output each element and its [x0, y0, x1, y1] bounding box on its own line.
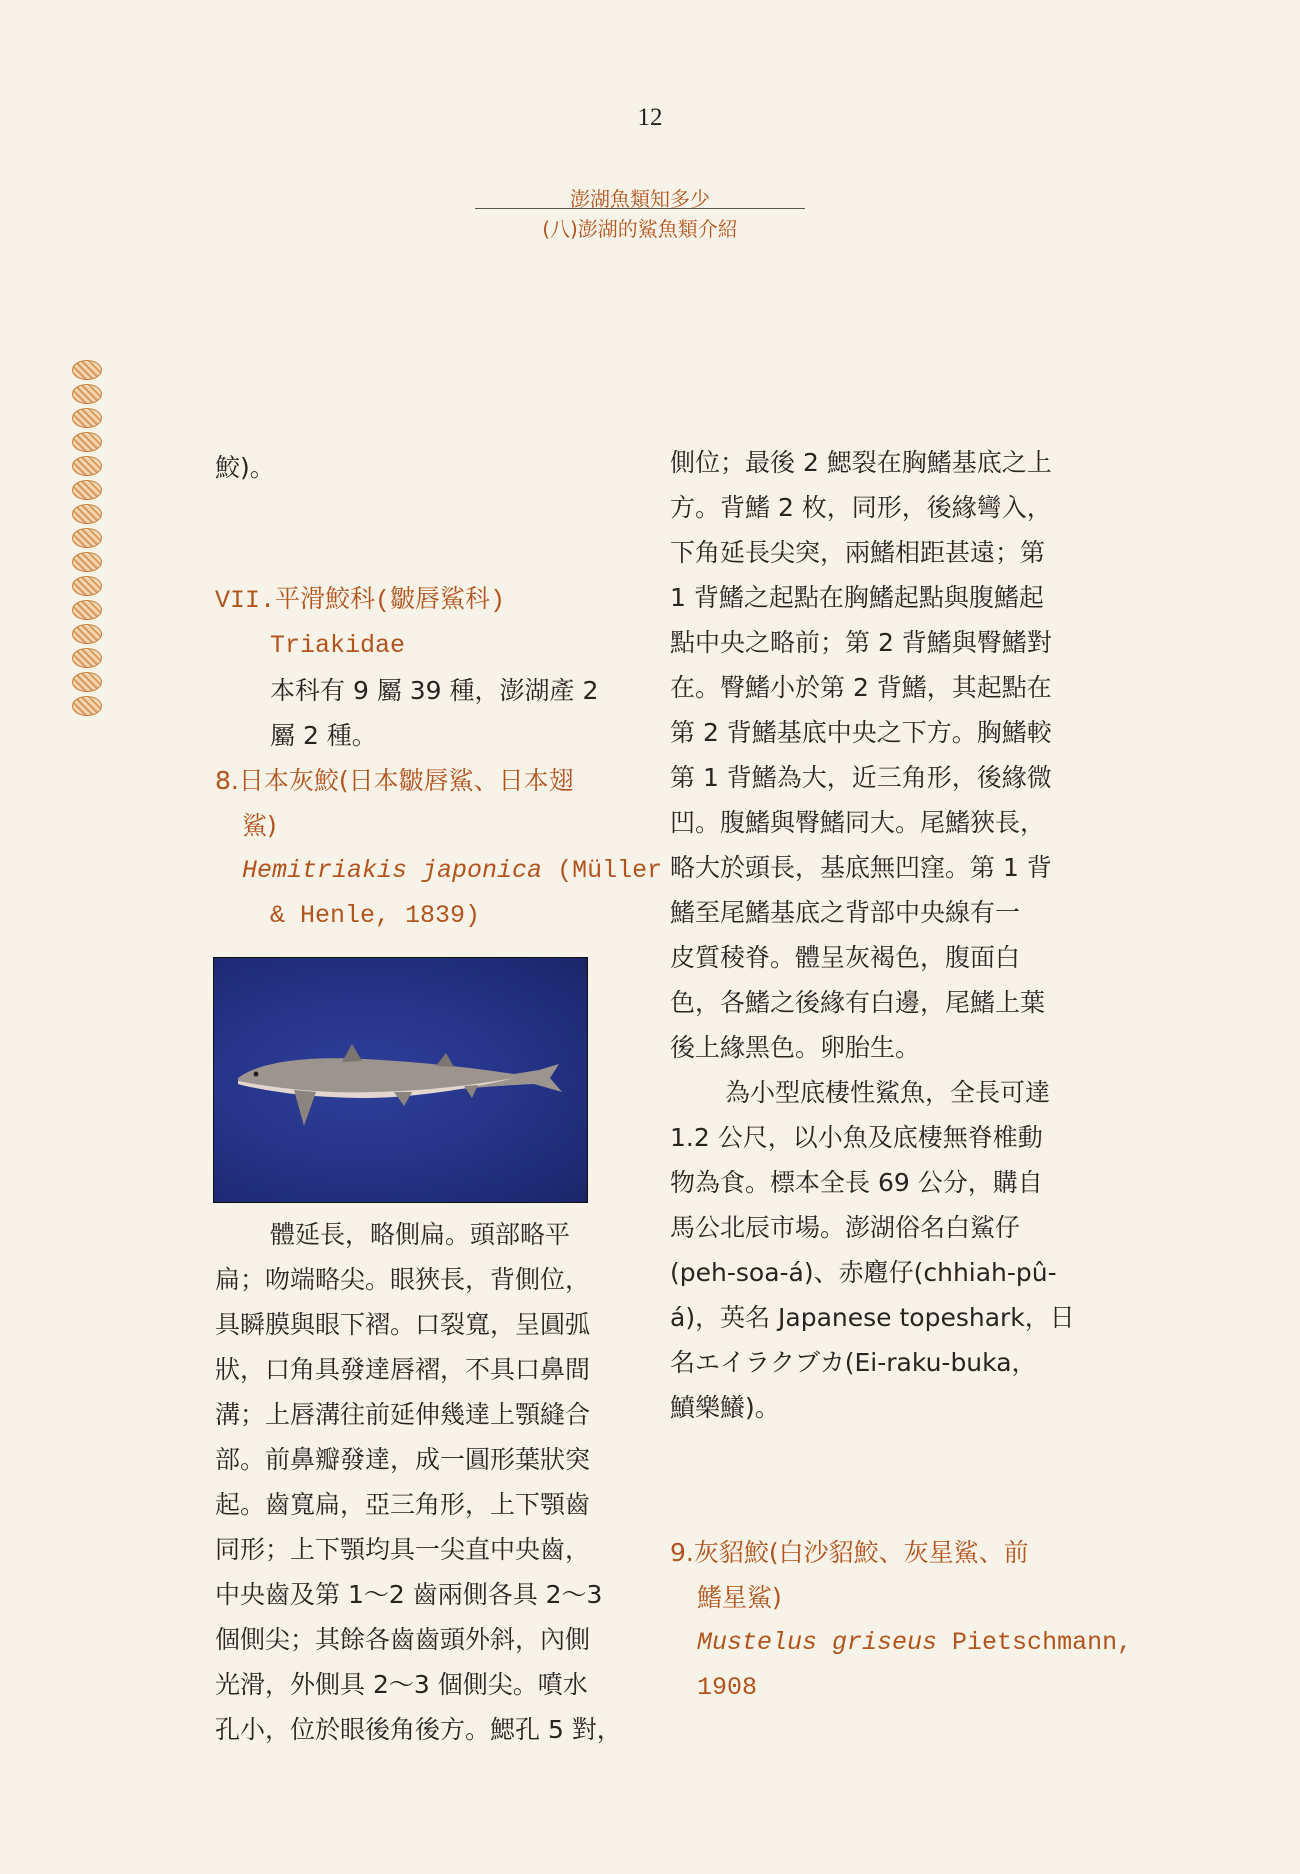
description-line: 體延長，略側扁。頭部略平: [270, 1220, 571, 1249]
description-right: [670, 440, 1085, 1430]
ornament-bead: [72, 600, 102, 620]
species-8-author-cont: & Henle, 1839): [270, 901, 481, 930]
ornament-bead: [72, 648, 102, 668]
decorative-border: [70, 360, 104, 720]
species-9-section: [670, 1530, 1133, 1710]
species-8-scientific-name: [215, 848, 663, 893]
description-line: 第 2 背鰭基底中央之下方。胸鰭較: [670, 718, 1052, 747]
ecology-line: 名エイラクブカ(Ei-raku-buka，: [670, 1348, 1037, 1377]
ornament-bead: [72, 624, 102, 644]
description-line: 同形；上下顎均具一尖直中央齒，: [215, 1535, 591, 1564]
running-header-title: 澎湖魚類知多少: [570, 187, 710, 211]
description-line: 鰭至尾鰭基底之背部中央線有一: [670, 898, 1021, 927]
description-line: 個側尖；其餘各齒齒頭外斜，內側: [215, 1625, 591, 1654]
description-line: 溝；上唇溝往前延伸幾達上顎縫合: [215, 1400, 591, 1429]
description-line: 光滑，外側具 2～3 個側尖。噴水: [215, 1670, 588, 1699]
family-description-line: 本科有 9 屬 39 種，澎湖產 2: [270, 676, 599, 705]
ecology-line: 1.2 公尺，以小魚及底棲無脊椎動: [670, 1123, 1043, 1152]
description-line: 後上緣黑色。卵胎生。: [670, 1033, 921, 1062]
description-line: 下角延長尖突，兩鰭相距甚遠；第: [670, 538, 1046, 567]
species-9-author-cont: 1908: [697, 1673, 758, 1702]
ecology-line: 物為食。標本全長 69 公分，購自: [670, 1168, 1043, 1197]
ornament-bead: [72, 360, 102, 380]
description-line: 第 1 背鰭為大，近三角形，後緣微: [670, 763, 1052, 792]
description-line: 扁；吻端略尖。眼狹長，背側位，: [215, 1265, 591, 1294]
ecology-line: 馬公北辰市場。澎湖俗名白鯊仔: [670, 1213, 1021, 1242]
description-line: 略大於頭長，基底無凹窪。第 1 背: [670, 853, 1052, 882]
ornament-bead: [72, 504, 102, 524]
description-line: 凹。腹鰭與臀鰭同大。尾鰭狹長，: [670, 808, 1046, 837]
description-line: 在。臀鰭小於第 2 背鰭，其起點在: [670, 673, 1052, 702]
description-line: 起。齒寬扁，亞三角形，上下顎齒: [215, 1490, 591, 1519]
description-line: 孔小，位於眼後角後方。鰓孔 5 對，: [215, 1715, 622, 1744]
species-9-title: 9.灰貂鮫(白沙貂鮫、灰星鯊、前: [670, 1538, 1029, 1567]
running-header-subtitle: (八)澎湖的鯊魚類介紹: [542, 217, 738, 241]
ornament-bead: [72, 480, 102, 500]
family-heading: VII.平滑鮫科(皺唇鯊科): [215, 586, 506, 615]
ecology-line: 鱝樂鱶)。: [670, 1393, 780, 1422]
species-8-title: 8.日本灰鮫(日本皺唇鯊、日本翅: [215, 766, 574, 795]
description-line: 方。背鰭 2 枚，同形，後緣彎入，: [670, 493, 1052, 522]
description-line: 皮質稜脊。體呈灰褐色，腹面白: [670, 943, 1021, 972]
left-column-intro: [215, 445, 620, 490]
ornament-bead: [72, 552, 102, 572]
family-description-line: 屬 2 種。: [270, 721, 377, 750]
ecology-line: á)，英名 Japanese topeshark，日: [670, 1303, 1075, 1332]
ecology-line: 為小型底棲性鯊魚，全長可達: [725, 1078, 1051, 1107]
description-line: 具瞬膜與眼下褶。口裂寬，呈圓弧: [215, 1310, 591, 1339]
species-9-title-cont: 鰭星鯊): [697, 1583, 782, 1612]
species-9-scientific-name: [670, 1620, 1133, 1665]
species-8-binomial: Hemitriakis japonica: [242, 856, 543, 885]
ornament-bead: [72, 576, 102, 596]
ornament-bead: [72, 408, 102, 428]
shark-photo: [213, 957, 588, 1203]
description-line: 點中央之略前；第 2 背鰭與臀鰭對: [670, 628, 1052, 657]
shark-illustration: [214, 958, 587, 1202]
ornament-bead: [72, 672, 102, 692]
species-8-title-cont: 鯊): [242, 811, 277, 840]
species-9-binomial: Mustelus griseus: [697, 1628, 938, 1657]
ornament-bead: [72, 432, 102, 452]
description-line: 1 背鰭之起點在胸鰭起點與腹鰭起: [670, 583, 1044, 612]
description-line: 側位；最後 2 鰓裂在胸鰭基底之上: [670, 448, 1052, 477]
description-line: 部。前鼻瓣發達，成一圓形葉狀突: [215, 1445, 591, 1474]
description-line: 中央齒及第 1～2 齒兩側各具 2～3: [215, 1580, 603, 1609]
family-section: [215, 578, 663, 938]
species-9-author: Pietschmann,: [937, 1628, 1133, 1657]
description-left: [215, 1212, 620, 1752]
species-8-author: (Müller: [542, 856, 663, 885]
description-line: 色，各鰭之後緣有白邊，尾鰭上葉: [670, 988, 1046, 1017]
ornament-bead: [72, 528, 102, 548]
ornament-bead: [72, 456, 102, 476]
intro-text: 鮫)。: [215, 453, 275, 482]
header-rule: [475, 208, 805, 209]
description-line: 狀，口角具發達唇褶，不具口鼻間: [215, 1355, 591, 1384]
ornament-bead: [72, 696, 102, 716]
page-number: 12: [637, 104, 663, 131]
ornament-bead: [72, 384, 102, 404]
family-latin-name: Triakidae: [270, 631, 406, 660]
ecology-line: (peh-soa-á)、赤麅仔(chhiah-pû-: [670, 1258, 1057, 1287]
